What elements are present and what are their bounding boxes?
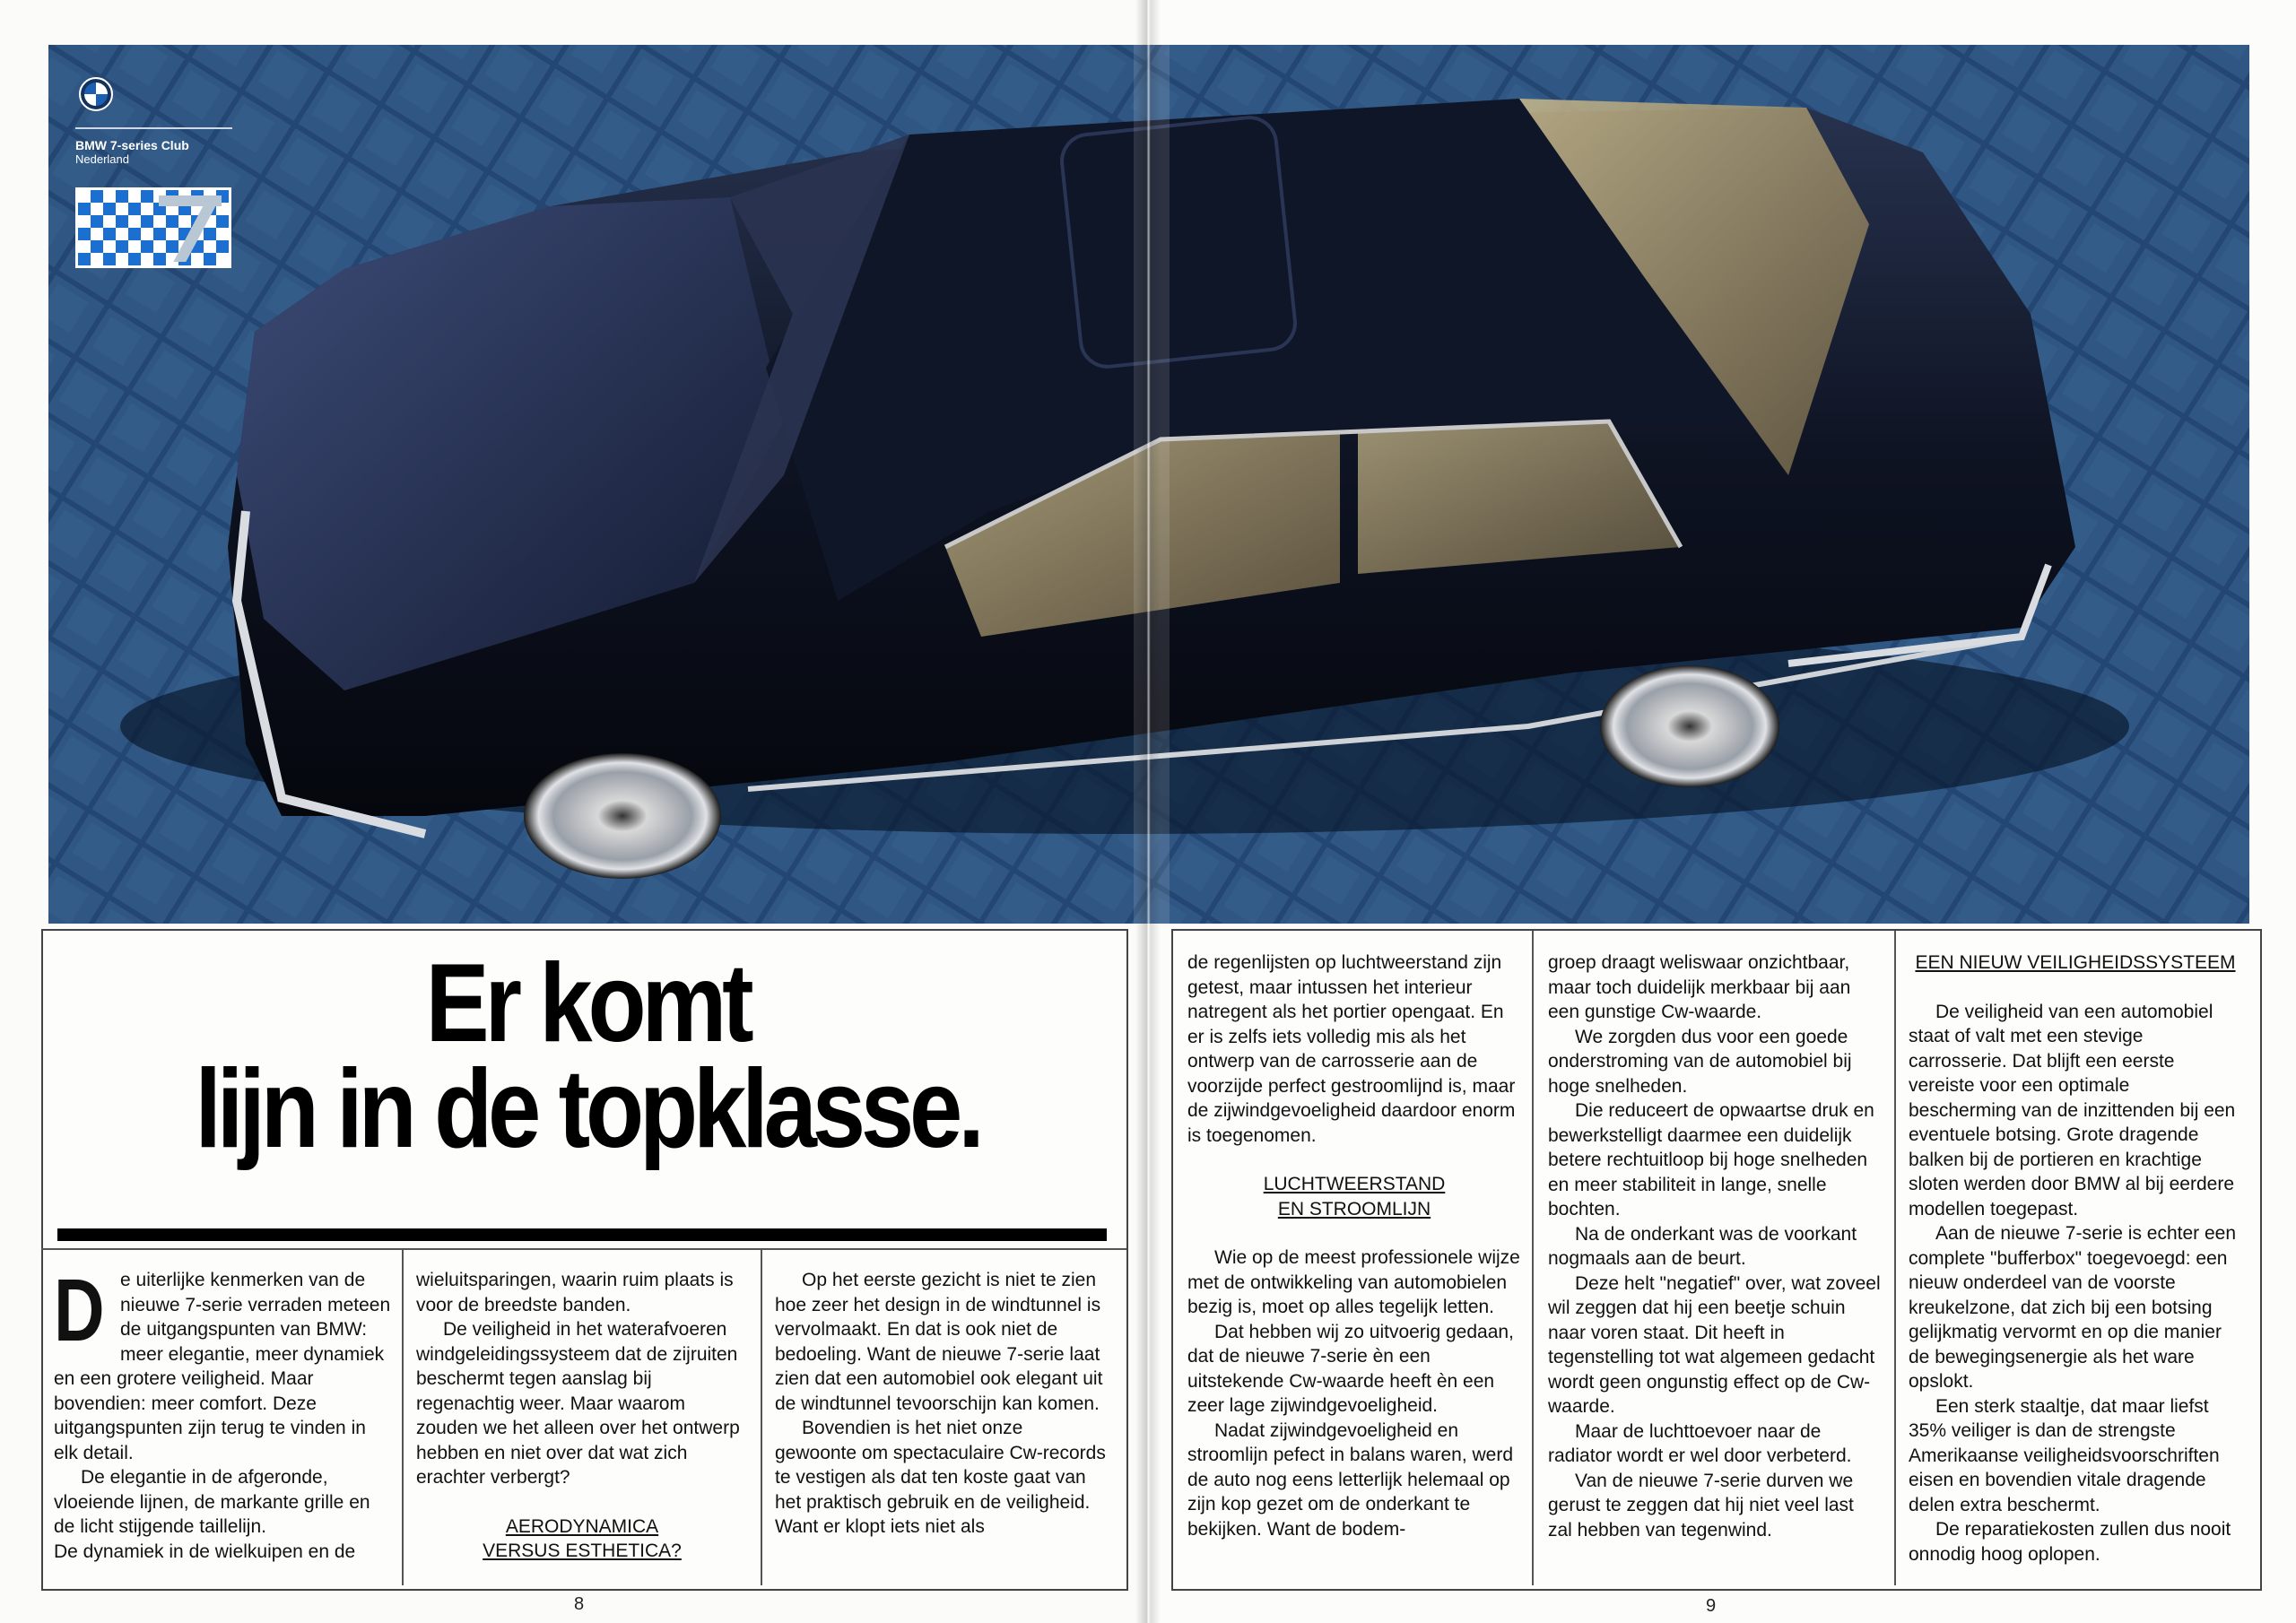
subheading: EEN NIEUW VEILIGHEIDSSYSTEEM xyxy=(1915,952,2236,973)
p8-column-3 xyxy=(775,1268,1109,1540)
page-gutter xyxy=(1135,0,1161,1623)
paragraph: Bovendien is het niet onze gewoonte om spectaculaire Cw-records te vestigen als dat ten koste gaat van het praktisch gebruik en de veiligheid. Want er klopt iets niet als xyxy=(775,1418,1106,1537)
paragraph: wieluitsparingen, waarin ruim plaats is voor de breedste banden. xyxy=(416,1270,734,1315)
paragraph: Dat hebben wij zo uitvoerig gedaan, dat de nieuwe 7-serie èn een uitstekende Cw-waarde heeft èn een zeer lage zijwindgevoeligheid. xyxy=(1187,1321,1514,1416)
page-number-9: 9 xyxy=(1706,1596,1717,1616)
dropcap: D xyxy=(54,1261,105,1359)
paragraph: De elegantie in de afgeronde, vloeiende lijnen, de markante grille en de licht stijgende taillelijn. xyxy=(54,1467,370,1537)
headline-line-1: Er komt xyxy=(425,942,750,1065)
page-number-8: 8 xyxy=(574,1594,585,1614)
paragraph: We zorgden dus voor een goede onderstroming van de automobiel bij hoge snelheden. xyxy=(1548,1026,1852,1097)
subheading: AERODYNAMICA xyxy=(505,1515,659,1537)
paragraph: de regenlijsten op luchtweerstand zijn getest, maar intussen het interieur natregent als het portier opengaat. En er is zelfs iets volledig mis als het ontwerp van de carrosserie aan de voorzijde perfect gestroomlijnd is, maar de zijwindgevoeligheid daardoor enorm is toegenomen. xyxy=(1187,952,1516,1146)
bavarian-flag-seven-icon xyxy=(75,187,231,268)
p8-column-2 xyxy=(416,1268,748,1564)
column-divider xyxy=(402,1248,404,1585)
paragraph: Aan de nieuwe 7-serie is echter een complete "bufferbox" toegevoegd: een nieuw onderdeel van de voorste kreukelzone, dat zich bij een botsing gelijkmatig vervormt en op die manier de bewegingsenergie als het ware opslokt. xyxy=(1909,1223,2237,1392)
p8-column-1 xyxy=(54,1261,393,1564)
paragraph: De veiligheid van een automobiel staat of valt met een stevige carrosserie. Dat blijft een eerste vereiste voor een optimale bescherming van de inzittenden bij een eventuele botsing. Grote dragende balken bij de portieren en krachtige sloten werden door BMW al bij eerdere modellen toegepast. xyxy=(1909,1001,2236,1219)
columns-top-rule xyxy=(41,1248,1126,1250)
paragraph: groep draagt weliswaar onzichtbaar, maar toch duidelijk merkbaar bij aan een gunstige Cw-waarde. xyxy=(1548,952,1851,1022)
headline-rule xyxy=(57,1228,1107,1241)
club-logo xyxy=(75,77,232,268)
paragraph: Nadat zijwindgevoeligheid en stroomlijn pefect in balans waren, werd de auto nog eens letterlijk helemaal op zijn kop gezet om de onderkant te bekijken. Want de bodem- xyxy=(1187,1419,1514,1540)
paragraph: Wie op de meest professionele wijze met de ontwikkeling van automobielen bezig is, moet op alles tegelijk letten. xyxy=(1187,1247,1520,1317)
subheading: VERSUS ESTHETICA? xyxy=(483,1541,682,1561)
paragraph: Op het eerste gezicht is niet te zien hoe zeer het design in de windtunnel is vervolmaakt. En dat is ook niet de bedoeling. Want de nieuwe 7-serie laat zien dat een automobiel ook elegant uit de windtunnel tevoorschijn kan komen. xyxy=(775,1270,1103,1414)
paragraph: Maar de luchttoevoer naar de radiator wordt er wel door verbeterd. xyxy=(1548,1420,1852,1466)
subheading: EN STROOMLIJN xyxy=(1277,1198,1431,1219)
p9-column-2 xyxy=(1548,950,1882,1542)
paragraph: De dynamiek in de wielkuipen en de xyxy=(54,1541,356,1562)
club-logo-rule xyxy=(75,127,232,129)
paragraph: Deze helt "negatief" over, wat zoveel wil zeggen dat hij een beetje schuin naar voren staat. Dit heeft in tegenstelling tot wat algemeen gedacht wordt geen ongunstig effect op de Cw-waarde. xyxy=(1548,1272,1881,1417)
p9-column-3 xyxy=(1909,950,2242,1567)
subheading: LUCHTWEERSTAND xyxy=(1263,1174,1446,1194)
bmw-roundel-icon xyxy=(79,77,113,111)
paragraph: De veiligheid in het waterafvoeren windgeleidingssysteem dat de zijruiten beschermt tegen aanslag bij regenachtig weer. Maar waarom zouden we het alleen over het ontwerp hebben en niet over dat wat zich erachter verbergt? xyxy=(416,1319,740,1488)
column-divider xyxy=(1532,931,1534,1585)
paragraph: Die reduceert de opwaartse druk en bewerkstelligt daarmee een duidelijk betere rechtuitloop bij hoge snelheden en meer stabiliteit in lange, snelle bochten. xyxy=(1548,1100,1874,1219)
paragraph: Van de nieuwe 7-serie durven we gerust te zeggen dat hij niet veel last zal hebben van tegenwind. xyxy=(1548,1470,1854,1541)
paragraph: De reparatiekosten zullen dus nooit onnodig hoog oplopen. xyxy=(1909,1519,2231,1565)
club-name: BMW 7-series Club xyxy=(75,138,189,152)
column-divider xyxy=(1894,931,1896,1585)
paragraph: Een sterk staaltje, dat maar liefst 35% veiliger is dan de strengste Amerikaanse veiligheidsvoorschriften eisen en bovendien vitale dragende delen extra beschermt. xyxy=(1909,1395,2220,1515)
headline-line-2: lijn in de topklasse. xyxy=(195,1047,980,1171)
column-divider xyxy=(761,1248,762,1585)
paragraph: e uiterlijke kenmerken van de nieuwe 7-serie verraden meteen de uitgangspunten van BMW: meer elegantie, meer dynamiek en een grotere veiligheid. Maar bovendien: meer comfort. Deze uitgangspunten zijn terug te vinden in elk detail. xyxy=(54,1270,391,1463)
p9-column-1 xyxy=(1187,950,1521,1541)
paragraph: Na de onderkant was de voorkant nogmaals aan de beurt. xyxy=(1548,1223,1857,1269)
headline xyxy=(190,942,985,1171)
club-country: Nederland xyxy=(75,152,129,166)
